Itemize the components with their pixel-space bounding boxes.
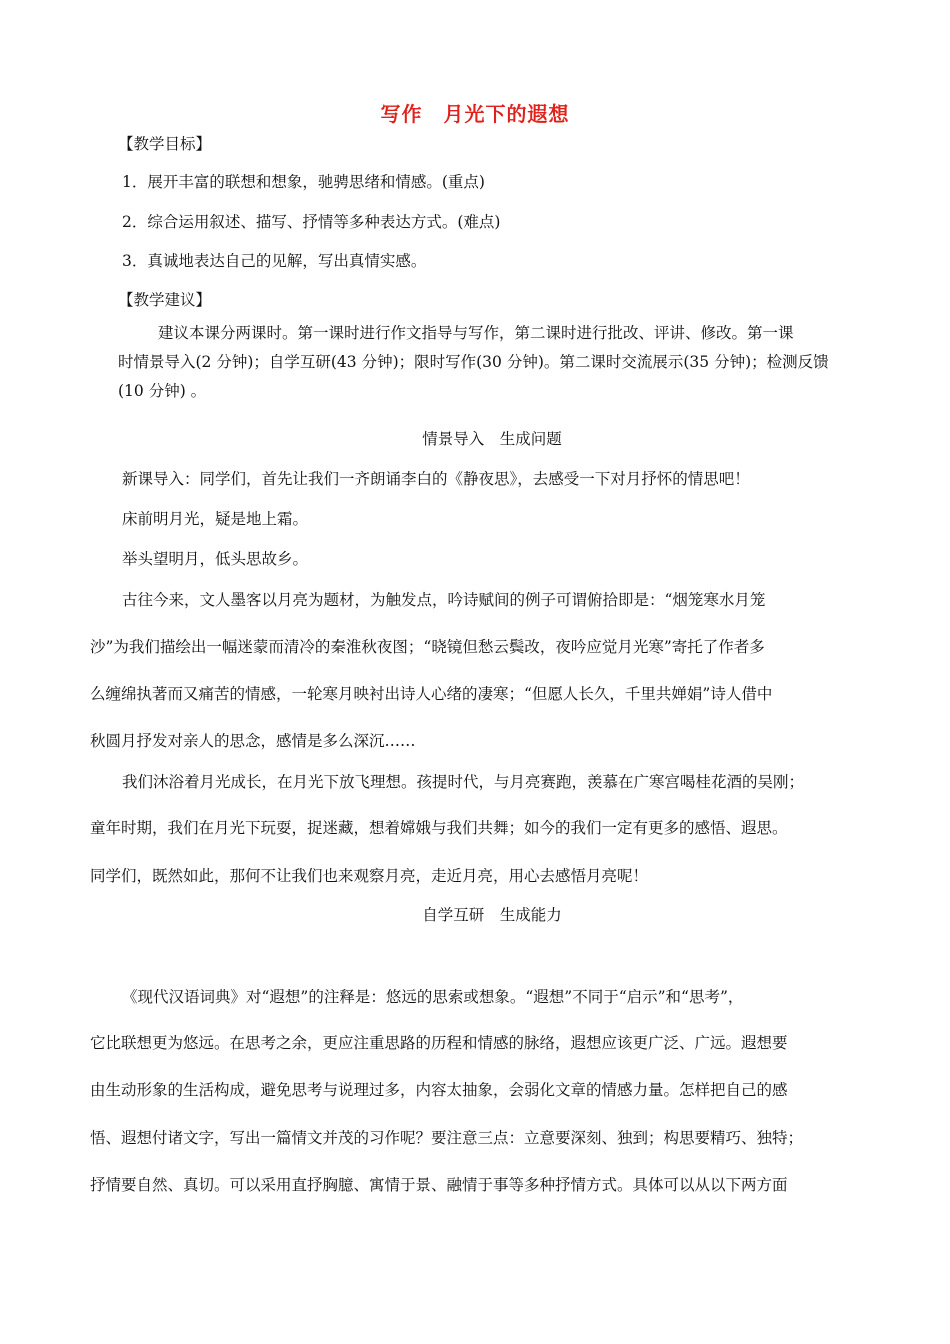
poem-line-2: 举头望明月，低头思故乡。: [122, 550, 309, 568]
paragraph-3-line-3: 由生动形象的生活构成，避免思考与说理过多，内容太抽象，会弱化文章的情感力量。怎样把自己的感: [90, 1081, 788, 1099]
objectives-heading: 【教学目标】: [118, 135, 212, 153]
suggestions-line-3: (10 分钟) 。: [118, 382, 207, 400]
paragraph-3-line-1: 《现代汉语词典》对“遐想”的注释是：悠远的思索或想象。“遐想”不同于“启示”和“思考”，: [122, 988, 744, 1006]
paragraph-3-line-5: 抒情要自然、真切。可以采用直抒胸臆、寓情于景、融情于事等多种抒情方式。具体可以从以下两方面: [90, 1176, 788, 1194]
paragraph-2-line-1: 我们沐浴着月光成长，在月光下放飞理想。孩提时代，与月亮赛跑，羡慕在广寒宫喝桂花酒的吴刚；: [122, 773, 805, 791]
paragraph-3-line-2: 它比联想更为悠远。在思考之余，更应注重思路的历程和情感的脉络，遐想应该更广泛、广远。遐想要: [90, 1034, 788, 1052]
poem-line-1: 床前明月光，疑是地上霜。: [122, 510, 309, 528]
suggestions-line-1: 建议本课分两课时。第一课时进行作文指导与写作，第二课时进行批改、评讲、修改。第一课: [158, 324, 794, 342]
paragraph-1-line-1: 古往今来，文人墨客以月亮为题材，为触发点，吟诗赋间的例子可谓俯拾即是：“烟笼寒水月笼: [122, 591, 766, 609]
intro-text: 新课导入：同学们，首先让我们一齐朗诵李白的《静夜思》，去感受一下对月抒怀的情思吧！: [122, 470, 750, 488]
paragraph-1-line-2: 沙”为我们描绘出一幅迷蒙而清冷的秦淮秋夜图；“晓镜但愁云鬓改，夜吟应觉月光寒”寄托了作者多: [90, 638, 765, 656]
paragraph-1-line-3: 么缠绵执著而又痛苦的情感，一轮寒月映衬出诗人心绪的凄寒；“但愿人长久，千里共婵娟”诗人借中: [90, 685, 773, 703]
paragraph-3-line-4: 悟、遐想付诸文字，写出一篇情文并茂的习作呢？要注意三点：立意要深刻、独到；构思要精巧、独特；: [90, 1129, 804, 1147]
objective-item-2: 2．综合运用叙述、描写、抒情等多种表达方式。(难点): [122, 213, 501, 231]
paragraph-2-line-2: 童年时期，我们在月光下玩耍，捉迷藏，想着嫦娥与我们共舞；如今的我们一定有更多的感悟、遐思。: [90, 819, 788, 837]
objective-item-3: 3．真诚地表达自己的见解，写出真情实感。: [122, 252, 427, 270]
paragraph-1-line-4: 秋圆月抒发对亲人的思念，感情是多么深沉……: [90, 732, 416, 750]
suggestions-line-2: 时情景导入(2 分钟)；自学互研(43 分钟)；限时写作(30 分钟)。第二课时交流展示(35 分钟)；检测反馈: [118, 353, 829, 371]
suggestions-heading: 【教学建议】: [118, 291, 212, 309]
section-heading-self-study: 自学互研 生成能力: [422, 906, 562, 924]
section-heading-situation: 情景导入 生成问题: [422, 430, 562, 448]
paragraph-2-line-3: 同学们，既然如此，那何不让我们也来观察月亮，走近月亮，用心去感悟月亮呢！: [90, 867, 649, 885]
objective-item-1: 1．展开丰富的联想和想象，驰骋思绪和情感。(重点): [122, 173, 485, 191]
page-title: 写作 月光下的遐想: [380, 102, 570, 126]
